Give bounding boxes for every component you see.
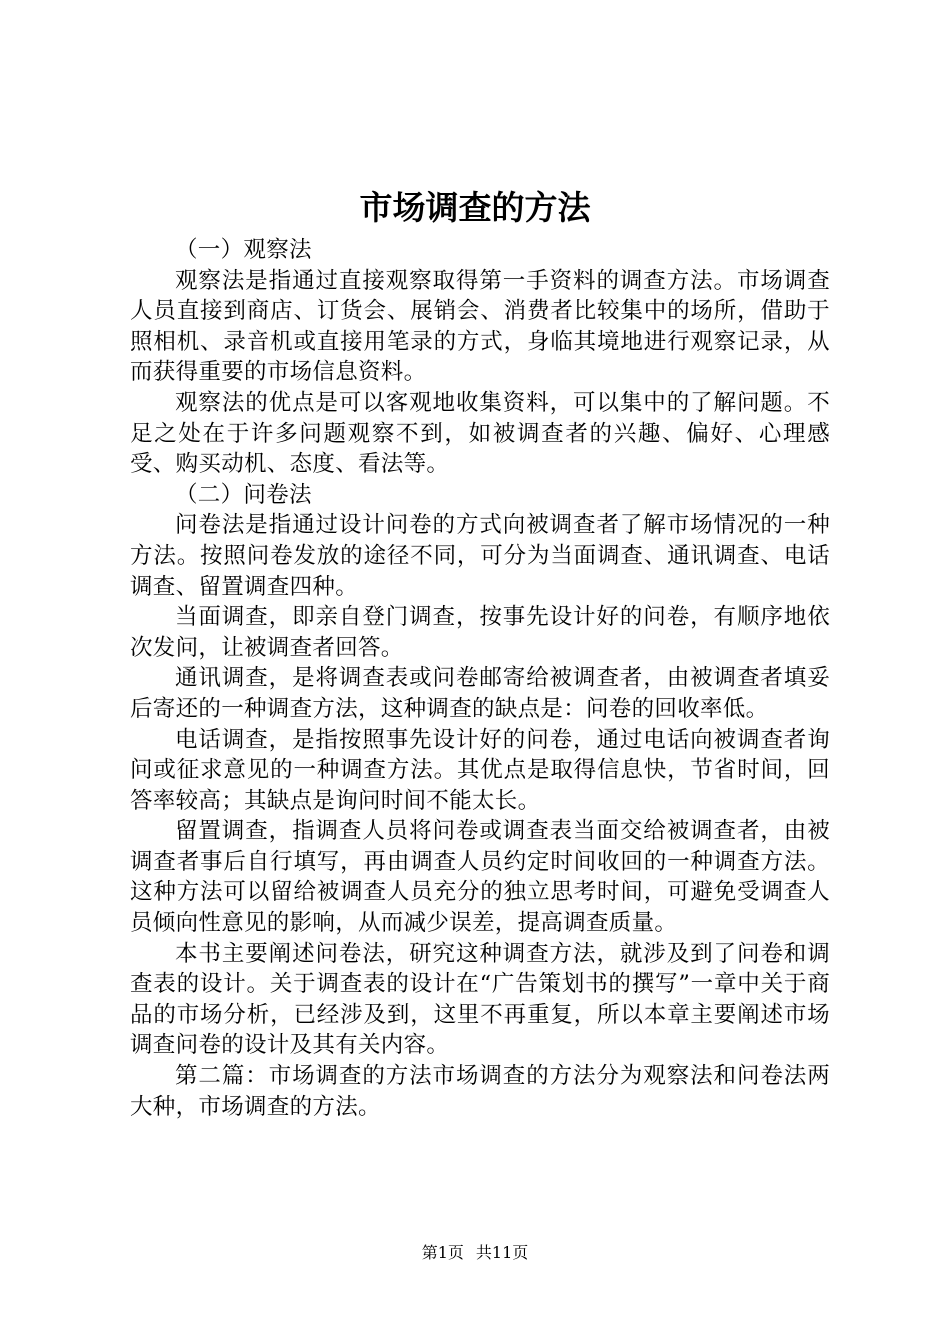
document-title: 市场调查的方法 xyxy=(359,188,591,227)
paragraph: 第二篇：市场调查的方法市场调查的方法分为观察法和问卷法两大种，市场调查的方法。 xyxy=(130,1063,830,1120)
paragraph: 观察法是指通过直接观察取得第一手资料的调查方法。市场调查人员直接到商店、订货会、展销会、消费者比较集中的场所，借助于照相机、录音机或直接用笔录的方式，身临其境地进行观察记录，从而获得重要的市场信息资料。 xyxy=(130,267,830,386)
paragraph: 通讯调查，是将调查表或问卷邮寄给被调查者，由被调查者填妥后寄还的一种调查方法，这种调查的缺点是：问卷的回收率低。 xyxy=(130,665,830,722)
page-number: 第1页 xyxy=(421,1243,464,1262)
paragraph: 电话调查，是指按照事先设计好的问卷，通过电话向被调查者询问或征求意见的一种调查方法。其优点是取得信息快，节省时间，回答率较高；其缺点是询问时间不能太长。 xyxy=(130,726,830,814)
paragraph: 观察法的优点是可以客观地收集资料，可以集中的了解问题。不足之处在于许多问题观察不到，如被调查者的兴趣、偏好、心理感受、购买动机、态度、看法等。 xyxy=(130,389,830,478)
section-heading-observation: （一）观察法 xyxy=(175,237,312,263)
paragraph: 问卷法是指通过设计问卷的方式向被调查者了解市场情况的一种方法。按照问卷发放的途径不同，可分为当面调查、通讯调查、电话调查、留置调查四种。 xyxy=(130,512,830,600)
page-total: 共11页 xyxy=(475,1243,529,1262)
section-heading-questionnaire: （二）问卷法 xyxy=(175,481,312,508)
page-footer xyxy=(0,1241,950,1265)
document-body xyxy=(130,235,830,1122)
paragraph: 本书主要阐述问卷法，研究这种调查方法，就涉及到了问卷和调查表的设计。关于调查表的设计在“广告策划书的撰写”一章中关于商品的市场分析，已经涉及到，这里不再重复，所以本章主要阐述市场调查问卷的设计及其有关内容。 xyxy=(130,940,830,1059)
paragraph: 当面调查，即亲自登门调查，按事先设计好的问卷，有顺序地依次发问，让被调查者回答。 xyxy=(130,604,830,661)
paragraph: 留置调查，指调查人员将问卷或调查表当面交给被调查者，由被调查者事后自行填写，再由调查人员约定时间收回的一种调查方法。这种方法可以留给被调查人员充分的独立思考时间，可避免受调查人员倾向性意见的影响，从而减少误差，提高调查质量。 xyxy=(130,818,830,937)
